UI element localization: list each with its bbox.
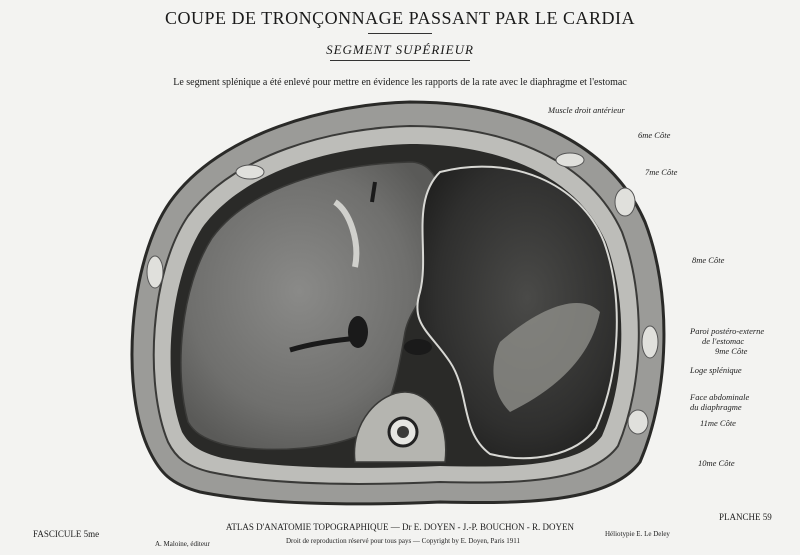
label-8me-cote: 8me Côte [692, 255, 725, 265]
footer-editeur: A. Maloine, éditeur [155, 540, 210, 548]
title-divider [368, 33, 432, 34]
label-10me-cote: 10me Côte [698, 458, 735, 468]
plate-title: COUPE DE TRONÇONNAGE PASSANT PAR LE CARDIA [164, 8, 636, 28]
footer-copyright: Droit de reproduction réservé pour tous pays — Copyright by E. Doyen, Paris 1911 [286, 537, 521, 545]
label-face-abdominale: Face abdominale [690, 392, 750, 402]
plate-subtitle: SEGMENT SUPÉRIEUR [326, 42, 474, 57]
label-6me-cote: 6me Côte [638, 130, 671, 140]
label-paroi-postero-externe: Paroi postéro-externe [690, 326, 765, 336]
label-de-lestomac: de l'estomac [702, 336, 745, 346]
label-du-diaphragme: du diaphragme [690, 402, 742, 412]
footer-imprimeur: Héliotypie E. Le Deley [605, 530, 670, 538]
label-7me-cote: 7me Côte [645, 167, 678, 177]
label-9me-cote: 9me Côte [715, 346, 748, 356]
subtitle-divider [330, 60, 470, 61]
label-loge-splenique: Loge splénique [690, 365, 742, 375]
footer-atlas-credit: ATLAS D'ANATOMIE TOPOGRAPHIQUE — Dr E. DOYEN - J.-P. BOUCHON - R. DOYEN [225, 522, 575, 532]
footer-fascicule: FASCICULE 5me [33, 529, 100, 539]
label-11me-cote: 11me Côte [700, 418, 736, 428]
footer-planche: PLANCHE 59 [719, 512, 772, 522]
label-muscle-droit-anterieur: Muscle droit antérieur [548, 105, 625, 115]
plate-caption: Le segment splénique a été enlevé pour mettre en évidence les rapports de la rate avec le diaphragme et l'estomac [173, 77, 627, 88]
anatomical-cross-section-image [110, 92, 670, 512]
